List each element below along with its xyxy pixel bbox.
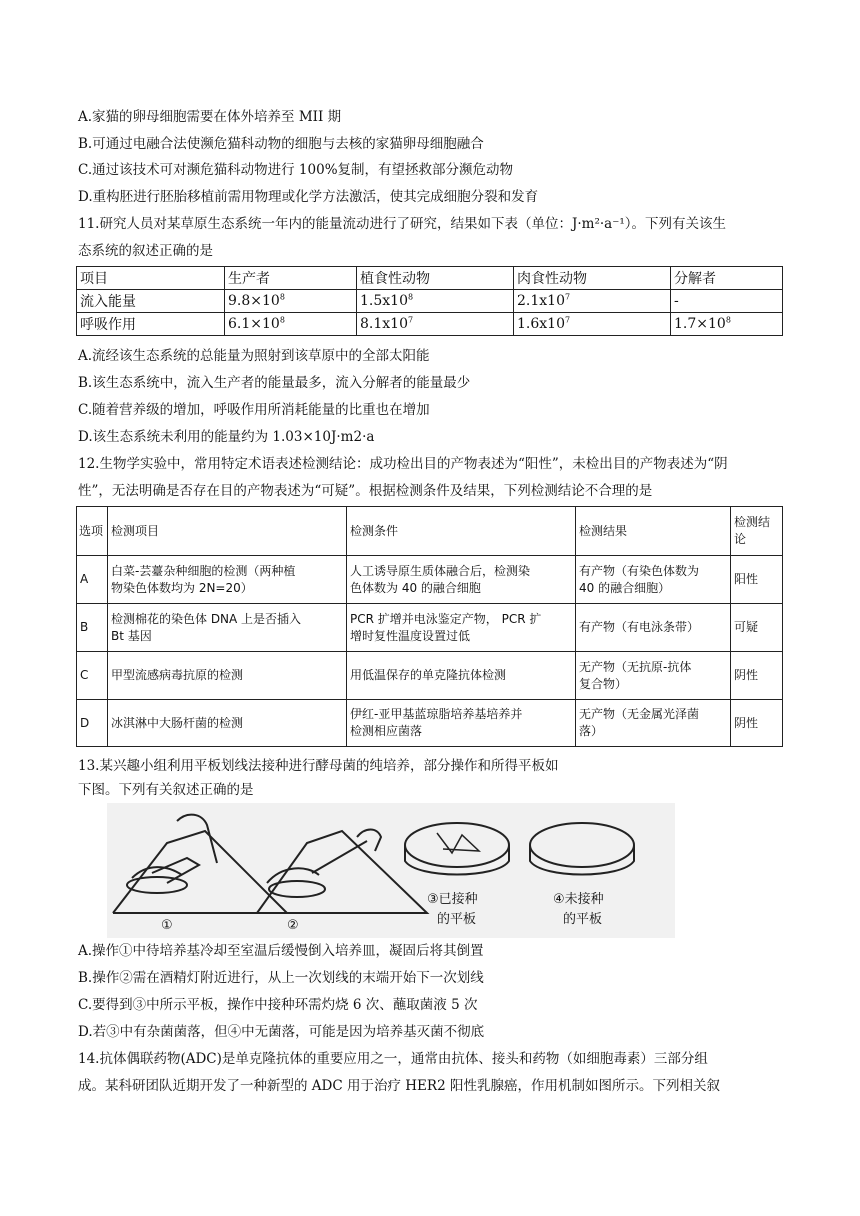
table-header-row — [77, 507, 783, 556]
table-cell: - — [671, 290, 783, 313]
streak-plate-figure — [107, 803, 675, 938]
table-cell: 有产物（有染色体数为 40 的融合细胞） — [576, 556, 731, 604]
q10-option-c: C.通过该技术可对濒危猫科动物进行 100%复制，有望拯救部分濒危动物 — [78, 162, 514, 178]
q13-stem-line2: 下图。下列有关叙述正确的是 — [78, 782, 254, 798]
table-header-cell: 分解者 — [671, 267, 783, 290]
table-cell: 阴性 — [731, 652, 783, 700]
option-cell: A — [77, 556, 108, 604]
table-header-cell: 检测项目 — [108, 507, 347, 556]
option-cell: B — [77, 604, 108, 652]
table-cell: $1.5x10^8$ — [357, 290, 514, 313]
table-cell: 阳性 — [731, 556, 783, 604]
table-header-cell: 检测结果 — [576, 507, 731, 556]
q10-option-d: D.重构胚进行胚胎移植前需用物理或化学方法激活，使其完成细胞分裂和发育 — [78, 189, 539, 205]
row-label: 流入能量 — [77, 290, 225, 313]
table-header-cell: 肉食性动物 — [514, 267, 671, 290]
q12-detection-table — [76, 506, 783, 747]
table-row — [77, 313, 783, 336]
table-header-cell: 检测结 论 — [731, 507, 783, 556]
table-cell: PCR 扩增并电泳鉴定产物， PCR 扩 增时复性温度设置过低 — [347, 604, 576, 652]
table-row — [77, 556, 783, 604]
table-cell: 伊红-亚甲基蓝琼脂培养基培养并 检测相应菌落 — [347, 700, 576, 747]
table-cell: $8.1x10^7$ — [357, 313, 514, 336]
table-cell: $6.1\times 10^8$ — [225, 313, 357, 336]
streaking-operation-drawing — [257, 830, 427, 914]
q12-stem-line2: 性”，无法明确是否存在目的产物表述为“可疑”。根据检测条件及结果，下列检测结论不合理的是 — [78, 483, 653, 499]
figure-label-4a: ④未接种 — [553, 892, 604, 907]
table-cell: $2.1x10^7$ — [514, 290, 671, 313]
table-cell: 用低温保存的单克隆抗体检测 — [347, 652, 576, 700]
table-cell: 白菜-芸薹杂种细胞的检测（两种植 物染色体数均为 2N=20） — [108, 556, 347, 604]
table-header-cell: 项目 — [77, 267, 225, 290]
q11-stem-line2: 态系统的叙述正确的是 — [78, 243, 213, 259]
q11-energy-table — [76, 266, 783, 336]
table-row — [77, 290, 783, 313]
figure-label-3a: ③已接种 — [427, 892, 478, 907]
row-label: 呼吸作用 — [77, 313, 225, 336]
table-header-row — [77, 267, 783, 290]
option-cell: D — [77, 700, 108, 747]
q11-stem-line1: 11.研究人员对某草原生态系统一年内的能量流动进行了研究，结果如下表（单位：J·m²·a⁻¹）。下列有关该生 — [78, 216, 727, 232]
table-row — [77, 700, 783, 747]
q11-option-d: D.该生态系统未利用的能量约为 1.03×10J·m2·a — [78, 429, 375, 445]
table-cell: 无产物（无金属光泽菌 落） — [576, 700, 731, 747]
table-header-cell: 选项 — [77, 507, 108, 556]
table-cell: 有产物（有电泳条带） — [576, 604, 731, 652]
figure-label-2: ② — [287, 918, 299, 933]
figure-label-1: ① — [161, 918, 173, 933]
q13-option-b: B.操作②需在酒精灯附近进行，从上一次划线的末端开始下一次划线 — [78, 970, 484, 986]
figure-label-4b: 的平板 — [563, 912, 603, 927]
table-row — [77, 604, 783, 652]
streak-plate-illustration — [107, 803, 675, 938]
figure-label-3b: 的平板 — [437, 912, 477, 927]
option-cell: C — [77, 652, 108, 700]
table-cell: $1.6x10^7$ — [514, 313, 671, 336]
q10-option-a: A.家猫的卵母细胞需要在体外培养至 MII 期 — [78, 109, 342, 125]
table-header-cell: 检测条件 — [347, 507, 576, 556]
q12-stem-line1: 12.生物学实验中，常用特定术语表述检测结论：成功检出目的产物表述为“阳性”，未检出目的产物表述为“阴 — [78, 456, 728, 472]
q11-option-b: B.该生态系统中，流入生产者的能量最多，流入分解者的能量最少 — [78, 375, 471, 391]
table-cell: 冰淇淋中大肠杆菌的检测 — [108, 700, 347, 747]
pouring-operation-drawing — [113, 815, 287, 913]
table-cell: 无产物（无抗原-抗体 复合物） — [576, 652, 731, 700]
q10-option-b: B.可通过电融合法使濒危猫科动物的细胞与去核的家猫卵母细胞融合 — [78, 136, 484, 152]
q14-stem-line2: 成。某科研团队近期开发了一种新型的 ADC 用于治疗 HER2 阳性乳腺癌，作用机制如图所示。下列相关叙 — [78, 1078, 720, 1094]
q11-option-a: A.流经该生态系统的总能量为照射到该草原中的全部太阳能 — [78, 348, 430, 364]
table-cell: 可疑 — [731, 604, 783, 652]
q13-stem-line1: 13.某兴趣小组利用平板划线法接种进行酵母菌的纯培养，部分操作和所得平板如 — [78, 758, 559, 774]
uninoculated-plate-drawing — [530, 823, 634, 875]
q11-option-c: C.随着营养级的增加，呼吸作用所消耗能量的比重也在增加 — [78, 402, 430, 418]
inoculated-plate-drawing — [405, 823, 509, 875]
table-header-cell: 生产者 — [225, 267, 357, 290]
q14-stem-line1: 14.抗体偶联药物(ADC)是单克隆抗体的重要应用之一，通常由抗体、接头和药物（如细胞毒素）三部分组 — [78, 1051, 708, 1067]
table-cell: 阴性 — [731, 700, 783, 747]
table-row — [77, 652, 783, 700]
table-cell: 甲型流感病毒抗原的检测 — [108, 652, 347, 700]
table-cell: $9.8\times 10^8$ — [225, 290, 357, 313]
q13-option-d: D.若③中有杂菌菌落，但④中无菌落，可能是因为培养基灭菌不彻底 — [78, 1024, 485, 1040]
q13-option-a: A.操作①中待培养基冷却至室温后缓慢倒入培养皿，凝固后将其倒置 — [78, 943, 484, 959]
table-cell: $1.7\times 10^8$ — [671, 313, 783, 336]
table-cell: 检测棉花的染色体 DNA 上是否插入 Bt 基因 — [108, 604, 347, 652]
table-cell: 人工诱导原生质体融合后，检测染 色体数为 40 的融合细胞 — [347, 556, 576, 604]
table-header-cell: 植食性动物 — [357, 267, 514, 290]
q13-option-c: C.要得到③中所示平板，操作中接种环需灼烧 6 次、蘸取菌液 5 次 — [78, 997, 478, 1013]
